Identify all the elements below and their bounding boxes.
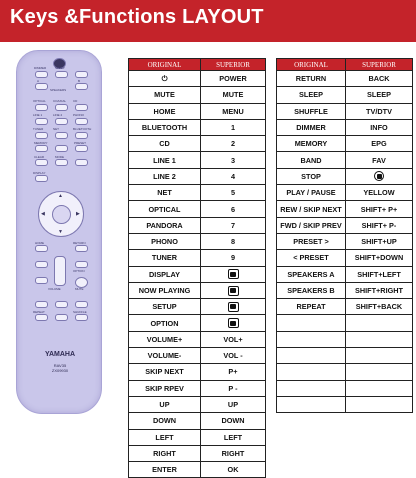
- superior-key-cell: 1: [201, 119, 266, 135]
- remote-label: LINE 2: [53, 113, 63, 117]
- superior-key-cell: SHIFT+BACK: [346, 299, 413, 315]
- superior-key-cell: [346, 331, 413, 347]
- superior-key-cell: [346, 364, 413, 380]
- original-key-cell: OPTION: [129, 315, 201, 331]
- header-superior: SUPERIOR: [346, 59, 413, 71]
- remote-input-button[interactable]: [55, 118, 68, 125]
- original-key-cell: [277, 331, 346, 347]
- remote-clear-button[interactable]: [35, 159, 48, 166]
- original-key-cell: RETURN: [277, 71, 346, 87]
- remote-memory-button[interactable]: [35, 145, 48, 152]
- superior-key-cell: POWER: [201, 71, 266, 87]
- superior-key-cell: YELLOW: [346, 185, 413, 201]
- remote-input-button[interactable]: [35, 118, 48, 125]
- table-row: [277, 348, 413, 364]
- original-key-cell: CD: [129, 136, 201, 152]
- superior-key-cell: DOWN: [201, 413, 266, 429]
- superior-key-cell: BACK: [346, 71, 413, 87]
- remote-preset-down-button[interactable]: [55, 145, 68, 152]
- original-key-cell: NOW PLAYING: [129, 282, 201, 298]
- now-playing-icon: [228, 286, 239, 296]
- brand-logo: YAMAHA: [44, 351, 76, 358]
- page-title: Keys &Functions LAYOUT: [10, 6, 264, 28]
- remote-input-button[interactable]: [35, 132, 48, 139]
- superior-key-cell: INFO: [346, 119, 413, 135]
- remote-mode-button[interactable]: [55, 159, 68, 166]
- superior-key-cell: UP: [201, 396, 266, 412]
- original-key-cell: SKIP RPEV: [129, 380, 201, 396]
- superior-key-cell: SHIFT+DOWN: [346, 250, 413, 266]
- superior-key-cell: [201, 315, 266, 331]
- table-row: [277, 185, 413, 201]
- original-key-cell: SETUP: [129, 299, 201, 315]
- table-row: [277, 103, 413, 119]
- table-row: [129, 282, 266, 298]
- remote-label: MODE: [55, 155, 64, 159]
- table-row: [277, 136, 413, 152]
- superior-key-cell: 6: [201, 201, 266, 217]
- original-key-cell: MEMORY: [277, 136, 346, 152]
- option-icon: [228, 318, 239, 328]
- right-arrow-icon[interactable]: ▶: [76, 211, 80, 217]
- remote-play-pause-button[interactable]: [55, 301, 68, 308]
- superior-key-cell: [201, 266, 266, 282]
- superior-key-cell: SHIFT+RIGHT: [346, 282, 413, 298]
- remote-option-button[interactable]: [75, 261, 88, 268]
- original-key-cell: SPEAKERS B: [277, 282, 346, 298]
- up-arrow-icon[interactable]: ▲: [58, 193, 63, 199]
- original-key-cell: < PRESET: [277, 250, 346, 266]
- table-row: [129, 266, 266, 282]
- table-row: [129, 380, 266, 396]
- original-key-cell: PLAY / PAUSE: [277, 185, 346, 201]
- header-banner: [0, 0, 416, 42]
- original-key-cell: RIGHT: [129, 445, 201, 461]
- table-row: [129, 315, 266, 331]
- model-number: [35, 363, 85, 373]
- remote-speaker-b-button[interactable]: [75, 83, 88, 90]
- original-key-cell: TUNER: [129, 250, 201, 266]
- superior-key-cell: MUTE: [201, 87, 266, 103]
- original-key-cell: PANDORA: [129, 217, 201, 233]
- remote-home-button[interactable]: [35, 245, 48, 252]
- remote-label: B: [78, 79, 81, 83]
- remote-input-button[interactable]: [75, 104, 88, 111]
- remote-dimmer-button[interactable]: [35, 71, 48, 78]
- table-row: [129, 445, 266, 461]
- superior-key-cell: MENU: [201, 103, 266, 119]
- remote-forward-button[interactable]: [75, 301, 88, 308]
- key-mapping-table-left: [128, 58, 266, 478]
- table-row: [277, 168, 413, 184]
- superior-key-cell: P -: [201, 380, 266, 396]
- table-row: [129, 413, 266, 429]
- original-key-cell: [277, 396, 346, 412]
- remote-repeat-button[interactable]: [35, 314, 48, 321]
- remote-label: SPEAKERS: [50, 88, 67, 92]
- remote-label: A: [37, 79, 40, 83]
- original-key-cell: LINE 1: [129, 152, 201, 168]
- original-key-cell: DISPLAY: [129, 266, 201, 282]
- remote-input-button[interactable]: [75, 132, 88, 139]
- superior-key-cell: LEFT: [201, 429, 266, 445]
- table-header-row: [129, 59, 266, 71]
- original-key-cell: [277, 364, 346, 380]
- remote-display-button[interactable]: [35, 175, 48, 182]
- superior-key-cell: [346, 315, 413, 331]
- original-key-cell: ENTER: [129, 462, 201, 478]
- table-row: [129, 250, 266, 266]
- remote-control-image: [16, 50, 102, 414]
- superior-key-cell: VOL+: [201, 331, 266, 347]
- remote-label: SLEEP: [55, 66, 65, 70]
- superior-key-cell: [346, 348, 413, 364]
- original-key-cell: [277, 348, 346, 364]
- remote-label: LINE 1: [33, 113, 43, 117]
- table-row: [277, 266, 413, 282]
- model-line-1: RAV35: [53, 363, 67, 368]
- remote-preset-up-button[interactable]: [75, 145, 88, 152]
- original-key-cell: SLEEP: [277, 87, 346, 103]
- original-key-cell: BAND: [277, 152, 346, 168]
- remote-label: SHUFFLE: [73, 310, 87, 314]
- original-key-cell: NET: [129, 185, 201, 201]
- original-key-cell: OPTICAL: [129, 201, 201, 217]
- table-row: [277, 299, 413, 315]
- remote-blank-button[interactable]: [75, 71, 88, 78]
- remote-shuffle-button[interactable]: [75, 314, 88, 321]
- table-row: [129, 119, 266, 135]
- display-icon: [228, 269, 239, 279]
- original-key-cell: SPEAKERS A: [277, 266, 346, 282]
- table-row: [129, 462, 266, 478]
- original-key-cell: HOME: [129, 103, 201, 119]
- remote-label: HOME: [35, 241, 44, 245]
- header-original: ORIGINAL: [277, 59, 346, 71]
- superior-key-cell: SLEEP: [346, 87, 413, 103]
- setup-icon: [228, 302, 239, 312]
- down-arrow-icon[interactable]: ▼: [58, 229, 63, 235]
- table-row: [277, 119, 413, 135]
- superior-key-cell: SHIFT+LEFT: [346, 266, 413, 282]
- table-row: [277, 233, 413, 249]
- superior-key-cell: RIGHT: [201, 445, 266, 461]
- original-key-cell: BLUETOOTH: [129, 119, 201, 135]
- original-key-cell: MUTE: [129, 87, 201, 103]
- superior-key-cell: [346, 396, 413, 412]
- original-key-cell: DIMMER: [277, 119, 346, 135]
- superior-key-cell: TV/DTV: [346, 103, 413, 119]
- superior-key-cell: VOL -: [201, 348, 266, 364]
- remote-label: DISPLAY: [33, 171, 46, 175]
- remote-label: RETURN: [73, 241, 86, 245]
- remote-label: MEMORY: [34, 141, 48, 145]
- remote-input-button[interactable]: [35, 104, 48, 111]
- table-row: [277, 71, 413, 87]
- original-key-cell: SKIP NEXT: [129, 364, 201, 380]
- table-row: [277, 331, 413, 347]
- superior-key-cell: SHIFT+UP: [346, 233, 413, 249]
- model-line-2: ZX09930: [51, 368, 69, 373]
- remote-sleep-button[interactable]: [55, 71, 68, 78]
- table-row: [277, 282, 413, 298]
- original-key-cell: STOP: [277, 168, 346, 184]
- header-original: ORIGINAL: [129, 59, 201, 71]
- table-row: [277, 250, 413, 266]
- key-mapping-table-right: [276, 58, 413, 413]
- superior-key-cell: SHIFT+ P+: [346, 201, 413, 217]
- remote-input-button[interactable]: [55, 104, 68, 111]
- remote-label: CLEAR: [34, 155, 45, 159]
- superior-key-cell: SHIFT+ P-: [346, 217, 413, 233]
- original-key-cell: DOWN: [129, 413, 201, 429]
- remote-label: CD: [73, 99, 78, 103]
- superior-key-cell: [346, 380, 413, 396]
- table-row: [129, 103, 266, 119]
- remote-tuner-button[interactable]: [75, 159, 88, 166]
- table-row: [277, 364, 413, 380]
- superior-key-cell: 2: [201, 136, 266, 152]
- table-row: [129, 201, 266, 217]
- remote-label: REPEAT: [33, 310, 45, 314]
- table-row: [129, 348, 266, 364]
- superior-key-cell: OK: [201, 462, 266, 478]
- remote-enter-button[interactable]: [52, 205, 71, 224]
- superior-key-cell: 7: [201, 217, 266, 233]
- superior-key-cell: 5: [201, 185, 266, 201]
- superior-key-cell: 8: [201, 233, 266, 249]
- original-key-cell: PHONO: [129, 233, 201, 249]
- left-arrow-icon[interactable]: ◀: [41, 211, 45, 217]
- remote-label: DIMMER: [34, 66, 47, 70]
- table-row: [129, 87, 266, 103]
- table-row: [277, 380, 413, 396]
- superior-key-cell: 4: [201, 168, 266, 184]
- table-row: [277, 87, 413, 103]
- remote-return-button[interactable]: [75, 245, 88, 252]
- remote-volume-rocker[interactable]: [54, 256, 66, 286]
- table-row: [277, 201, 413, 217]
- remote-label: TUNER: [33, 127, 44, 131]
- table-row: [129, 185, 266, 201]
- superior-key-cell: [346, 168, 413, 184]
- remote-dpad[interactable]: [38, 191, 84, 237]
- remote-label: NET: [53, 127, 59, 131]
- superior-key-cell: FAV: [346, 152, 413, 168]
- table-row: [129, 233, 266, 249]
- stop-icon: [374, 171, 384, 181]
- remote-speaker-a-button[interactable]: [35, 83, 48, 90]
- original-key-cell: [277, 315, 346, 331]
- table-row: [129, 299, 266, 315]
- table-row: [129, 168, 266, 184]
- superior-key-cell: [201, 282, 266, 298]
- remote-label: COAXIAL: [53, 99, 67, 103]
- superior-key-cell: 9: [201, 250, 266, 266]
- remote-label: PRESET: [74, 141, 87, 145]
- table-row: [277, 217, 413, 233]
- table-row: [129, 152, 266, 168]
- table-row: [129, 429, 266, 445]
- remote-label: BLUETOOTH: [73, 127, 92, 131]
- table-row: [129, 71, 266, 87]
- remote-skip-back-button[interactable]: [35, 261, 48, 268]
- table-row: [129, 136, 266, 152]
- original-key-cell: REW / SKIP NEXT: [277, 201, 346, 217]
- original-key-cell: VOLUME-: [129, 348, 201, 364]
- table-row: [277, 315, 413, 331]
- original-key-cell: FWD / SKIP PREV: [277, 217, 346, 233]
- remote-label: MUTE: [75, 287, 84, 291]
- table-row: [277, 396, 413, 412]
- original-key-cell: LINE 2: [129, 168, 201, 184]
- table-row: [129, 364, 266, 380]
- table-row: [129, 217, 266, 233]
- original-key-cell: PRESET >: [277, 233, 346, 249]
- original-key-cell: VOLUME+: [129, 331, 201, 347]
- superior-key-cell: 3: [201, 152, 266, 168]
- table-row: [277, 152, 413, 168]
- remote-skip-next-button[interactable]: [35, 277, 48, 284]
- remote-label: OPTION: [73, 269, 85, 273]
- remote-stop-button[interactable]: [55, 314, 68, 321]
- table-header-row: [277, 59, 413, 71]
- header-superior: SUPERIOR: [201, 59, 266, 71]
- remote-input-button[interactable]: [75, 118, 88, 125]
- superior-key-cell: EPG: [346, 136, 413, 152]
- original-key-cell: LEFT: [129, 429, 201, 445]
- original-key-cell: SHUFFLE: [277, 103, 346, 119]
- original-key-cell: REPEAT: [277, 299, 346, 315]
- remote-label: OPTICAL: [33, 99, 46, 103]
- remote-input-button[interactable]: [55, 132, 68, 139]
- remote-rewind-button[interactable]: [35, 301, 48, 308]
- superior-key-cell: [201, 299, 266, 315]
- table-row: [129, 396, 266, 412]
- table-row: [129, 331, 266, 347]
- remote-label: VOLUME: [48, 287, 61, 291]
- original-key-cell: UP: [129, 396, 201, 412]
- remote-label: PHONO: [73, 113, 85, 117]
- superior-key-cell: P+: [201, 364, 266, 380]
- original-key-cell: ⏻: [129, 71, 201, 87]
- original-key-cell: [277, 380, 346, 396]
